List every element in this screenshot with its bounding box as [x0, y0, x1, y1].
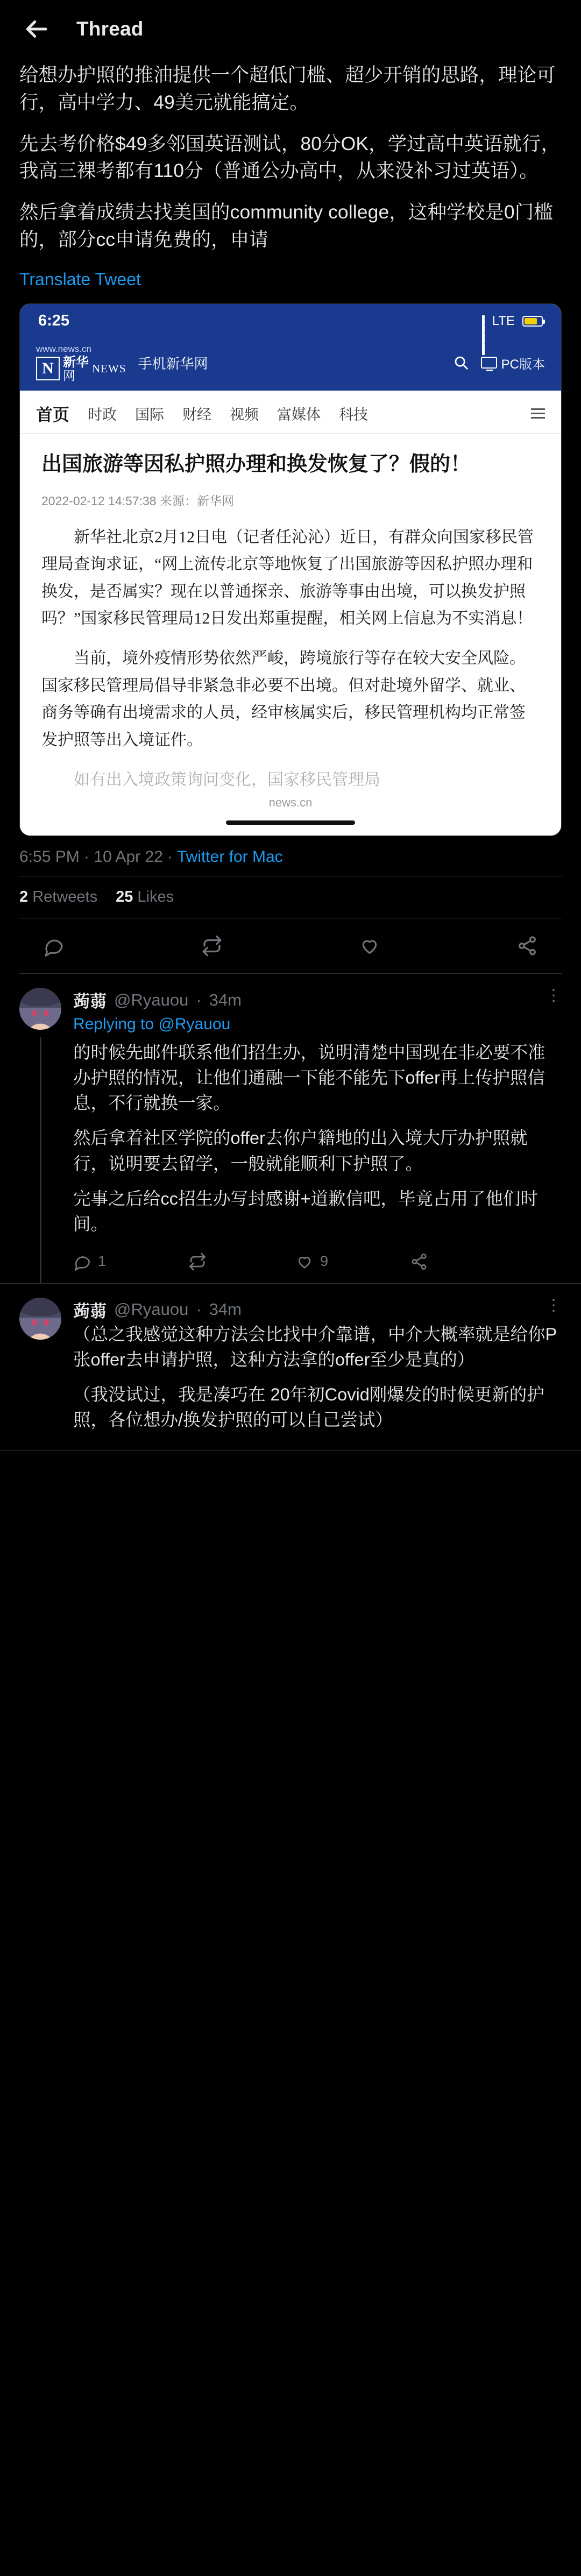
- back-arrow-icon[interactable]: [22, 15, 51, 44]
- reply-timestamp[interactable]: 34m: [209, 1300, 242, 1319]
- avatar[interactable]: [19, 1298, 61, 1340]
- pc-version-label: PC版本: [501, 357, 545, 372]
- separator-dot: ·: [196, 990, 202, 1009]
- reply-icon[interactable]: [73, 1252, 106, 1271]
- retweets-stat[interactable]: [19, 888, 97, 906]
- retweet-icon[interactable]: [188, 1252, 214, 1271]
- article-title: 出国旅游等因私护照办理和换发恢复了？假的！: [41, 452, 471, 476]
- reply-item: [0, 974, 581, 1284]
- like-icon[interactable]: [295, 1252, 328, 1271]
- reply-item: [0, 1284, 581, 1451]
- replying-to-handle[interactable]: @Ryauou: [158, 1015, 231, 1034]
- logo-en: NEWS: [92, 362, 126, 375]
- site-tab-3[interactable]: 财经: [182, 406, 211, 423]
- translate-tweet-link[interactable]: Translate Tweet: [19, 269, 141, 289]
- thread-connector-line: [40, 1037, 41, 1283]
- reply-icon[interactable]: [43, 935, 65, 957]
- site-tab-4[interactable]: 视频: [230, 406, 259, 423]
- page-title: Thread: [76, 18, 144, 40]
- reply-paragraph: （我没试过，我是凑巧在 20年初Covid刚爆发的时候更新的护照，各位想办/换发护照的可以自己尝试）: [73, 1385, 544, 1430]
- reply-author-handle[interactable]: @Ryauou: [114, 990, 189, 1009]
- like-count: 9: [320, 1253, 328, 1270]
- tweet-media-screenshot[interactable]: [19, 303, 562, 837]
- tweet-stats: [19, 876, 562, 918]
- site-tab-0[interactable]: 首页: [36, 405, 69, 424]
- site-logo[interactable]: [36, 356, 126, 382]
- tweet-timestamp: 6:55 PM · 10 Apr 22: [19, 848, 163, 866]
- tweet-paragraph: 给想办护照的推油提供一个超低门槛、超少开销的思路，理论可行，高中学力、49美元就能搞定。: [19, 64, 556, 113]
- logo-cn-line1: 新华: [63, 355, 89, 370]
- tweet-paragraph: 然后拿着成绩去找美国的community college，这种学校是0门槛的，部分cc申请免费的，申请: [19, 201, 553, 250]
- signal-bars-icon: [482, 315, 485, 327]
- tweet-text-block: [0, 58, 581, 303]
- likes-count: 25: [116, 888, 133, 906]
- reply-action-bar: [73, 1247, 460, 1276]
- site-tab-5[interactable]: 富媒体: [277, 406, 321, 423]
- thread-header: [0, 0, 581, 58]
- separator-dot: ·: [196, 1300, 202, 1319]
- hamburger-icon[interactable]: [531, 408, 545, 419]
- replying-to-row: [73, 1015, 562, 1034]
- tweet-timestamp-row: 6:55 PM · 10 Apr 22 · Twitter for Mac: [19, 848, 283, 866]
- search-icon[interactable]: [453, 355, 469, 371]
- likes-label: Likes: [137, 888, 174, 906]
- avatar[interactable]: [19, 988, 61, 1030]
- reply-paragraph: 然后拿着社区学院的offer去你户籍地的出入境大厅办护照就行，说明要去留学，一般就能顺利下护照了。: [73, 1128, 528, 1173]
- more-dots-icon[interactable]: ⋮: [545, 1296, 562, 1314]
- reply-paragraph: （总之我感觉这种方法会比找中介靠谱，中介大概率就是给你P张offer去申请护照，这种方法拿的offer至少是真的）: [73, 1324, 557, 1370]
- reply-author-handle[interactable]: @Ryauou: [114, 1300, 189, 1319]
- news-article: [20, 434, 561, 788]
- reply-paragraph: 的时候先邮件联系他们招生办，说明清楚中国现在非必要不准办护照的情况，让他们通融一下能不能先下offer再上传护照信息，不行就换一家。: [73, 1043, 545, 1113]
- likes-stat[interactable]: [116, 888, 174, 906]
- pc-version-button[interactable]: [481, 353, 545, 372]
- phone-status-bar: [20, 304, 561, 338]
- more-dots-icon[interactable]: ⋮: [545, 987, 562, 1005]
- tweet-action-bar: [19, 918, 562, 974]
- reply-author-name[interactable]: 蒟蒻: [73, 1301, 107, 1321]
- share-icon[interactable]: [516, 935, 538, 957]
- site-tab-1[interactable]: 时政: [88, 406, 117, 423]
- site-nav-bar: [20, 338, 561, 391]
- reply-author-name[interactable]: 蒟蒻: [73, 992, 107, 1011]
- article-meta: 2022-02-12 14:57:38 来源：新华网: [41, 493, 234, 508]
- retweet-icon[interactable]: [201, 935, 223, 957]
- tweet-source[interactable]: Twitter for Mac: [176, 848, 283, 866]
- article-footer-domain: news.cn: [20, 788, 561, 815]
- like-icon[interactable]: [359, 935, 380, 957]
- logo-letter: N: [36, 357, 60, 380]
- reply-paragraph: 完事之后给cc招生办写封感谢+道歉信吧，毕竟占用了他们时间。: [73, 1188, 538, 1234]
- retweets-count: 2: [19, 888, 29, 906]
- site-subtitle: 手机新华网: [138, 355, 208, 372]
- battery-icon: [522, 316, 543, 327]
- reply-timestamp[interactable]: 34m: [209, 990, 242, 1009]
- phone-home-indicator: [20, 815, 561, 836]
- tweet-paragraph: 先去考价格$49多邻国英语测试，80分OK，学过高中英语就行，我高三裸考都有110分（普通公办高中，从来没补习过英语）。: [19, 132, 561, 182]
- network-type-label: LTE: [492, 313, 515, 328]
- site-tab-2[interactable]: 国际: [135, 406, 164, 423]
- article-paragraph: 新华社北京2月12日电（记者任沁沁）近日，有群众向国家移民管理局查询求证，“网上流传北京等地恢复了出国旅游等因私护照办理和换发，是否属实？现在以普通探亲、旅游等事由出境，可以换发护照吗？”国家移民管理局12日发出郑重提醒，相关网上信息为不实消息！: [41, 528, 534, 628]
- logo-cn-line2: 网: [63, 368, 75, 383]
- site-url-label: www.news.cn: [36, 343, 91, 354]
- site-tabs: [20, 391, 561, 434]
- site-tab-6[interactable]: 科技: [339, 406, 368, 423]
- share-icon[interactable]: [410, 1252, 428, 1271]
- status-time: 6:25: [38, 312, 70, 329]
- monitor-icon: [481, 357, 497, 369]
- replying-to-prefix: Replying to: [73, 1015, 159, 1034]
- retweets-label: Retweets: [32, 888, 98, 906]
- reply-count: 1: [98, 1253, 107, 1270]
- article-paragraph-truncated: 如有出入境政策询问变化，国家移民管理局: [74, 771, 380, 789]
- article-paragraph: 当前，境外疫情形势依然严峻，跨境旅行等存在较大安全风险。国家移民管理局倡导非紧急非必要不出境。但对赴境外留学、就业、商务等确有出境需求的人员，经审核属实后，移民管理机构均正常签发护照等出入境证件。: [41, 649, 526, 749]
